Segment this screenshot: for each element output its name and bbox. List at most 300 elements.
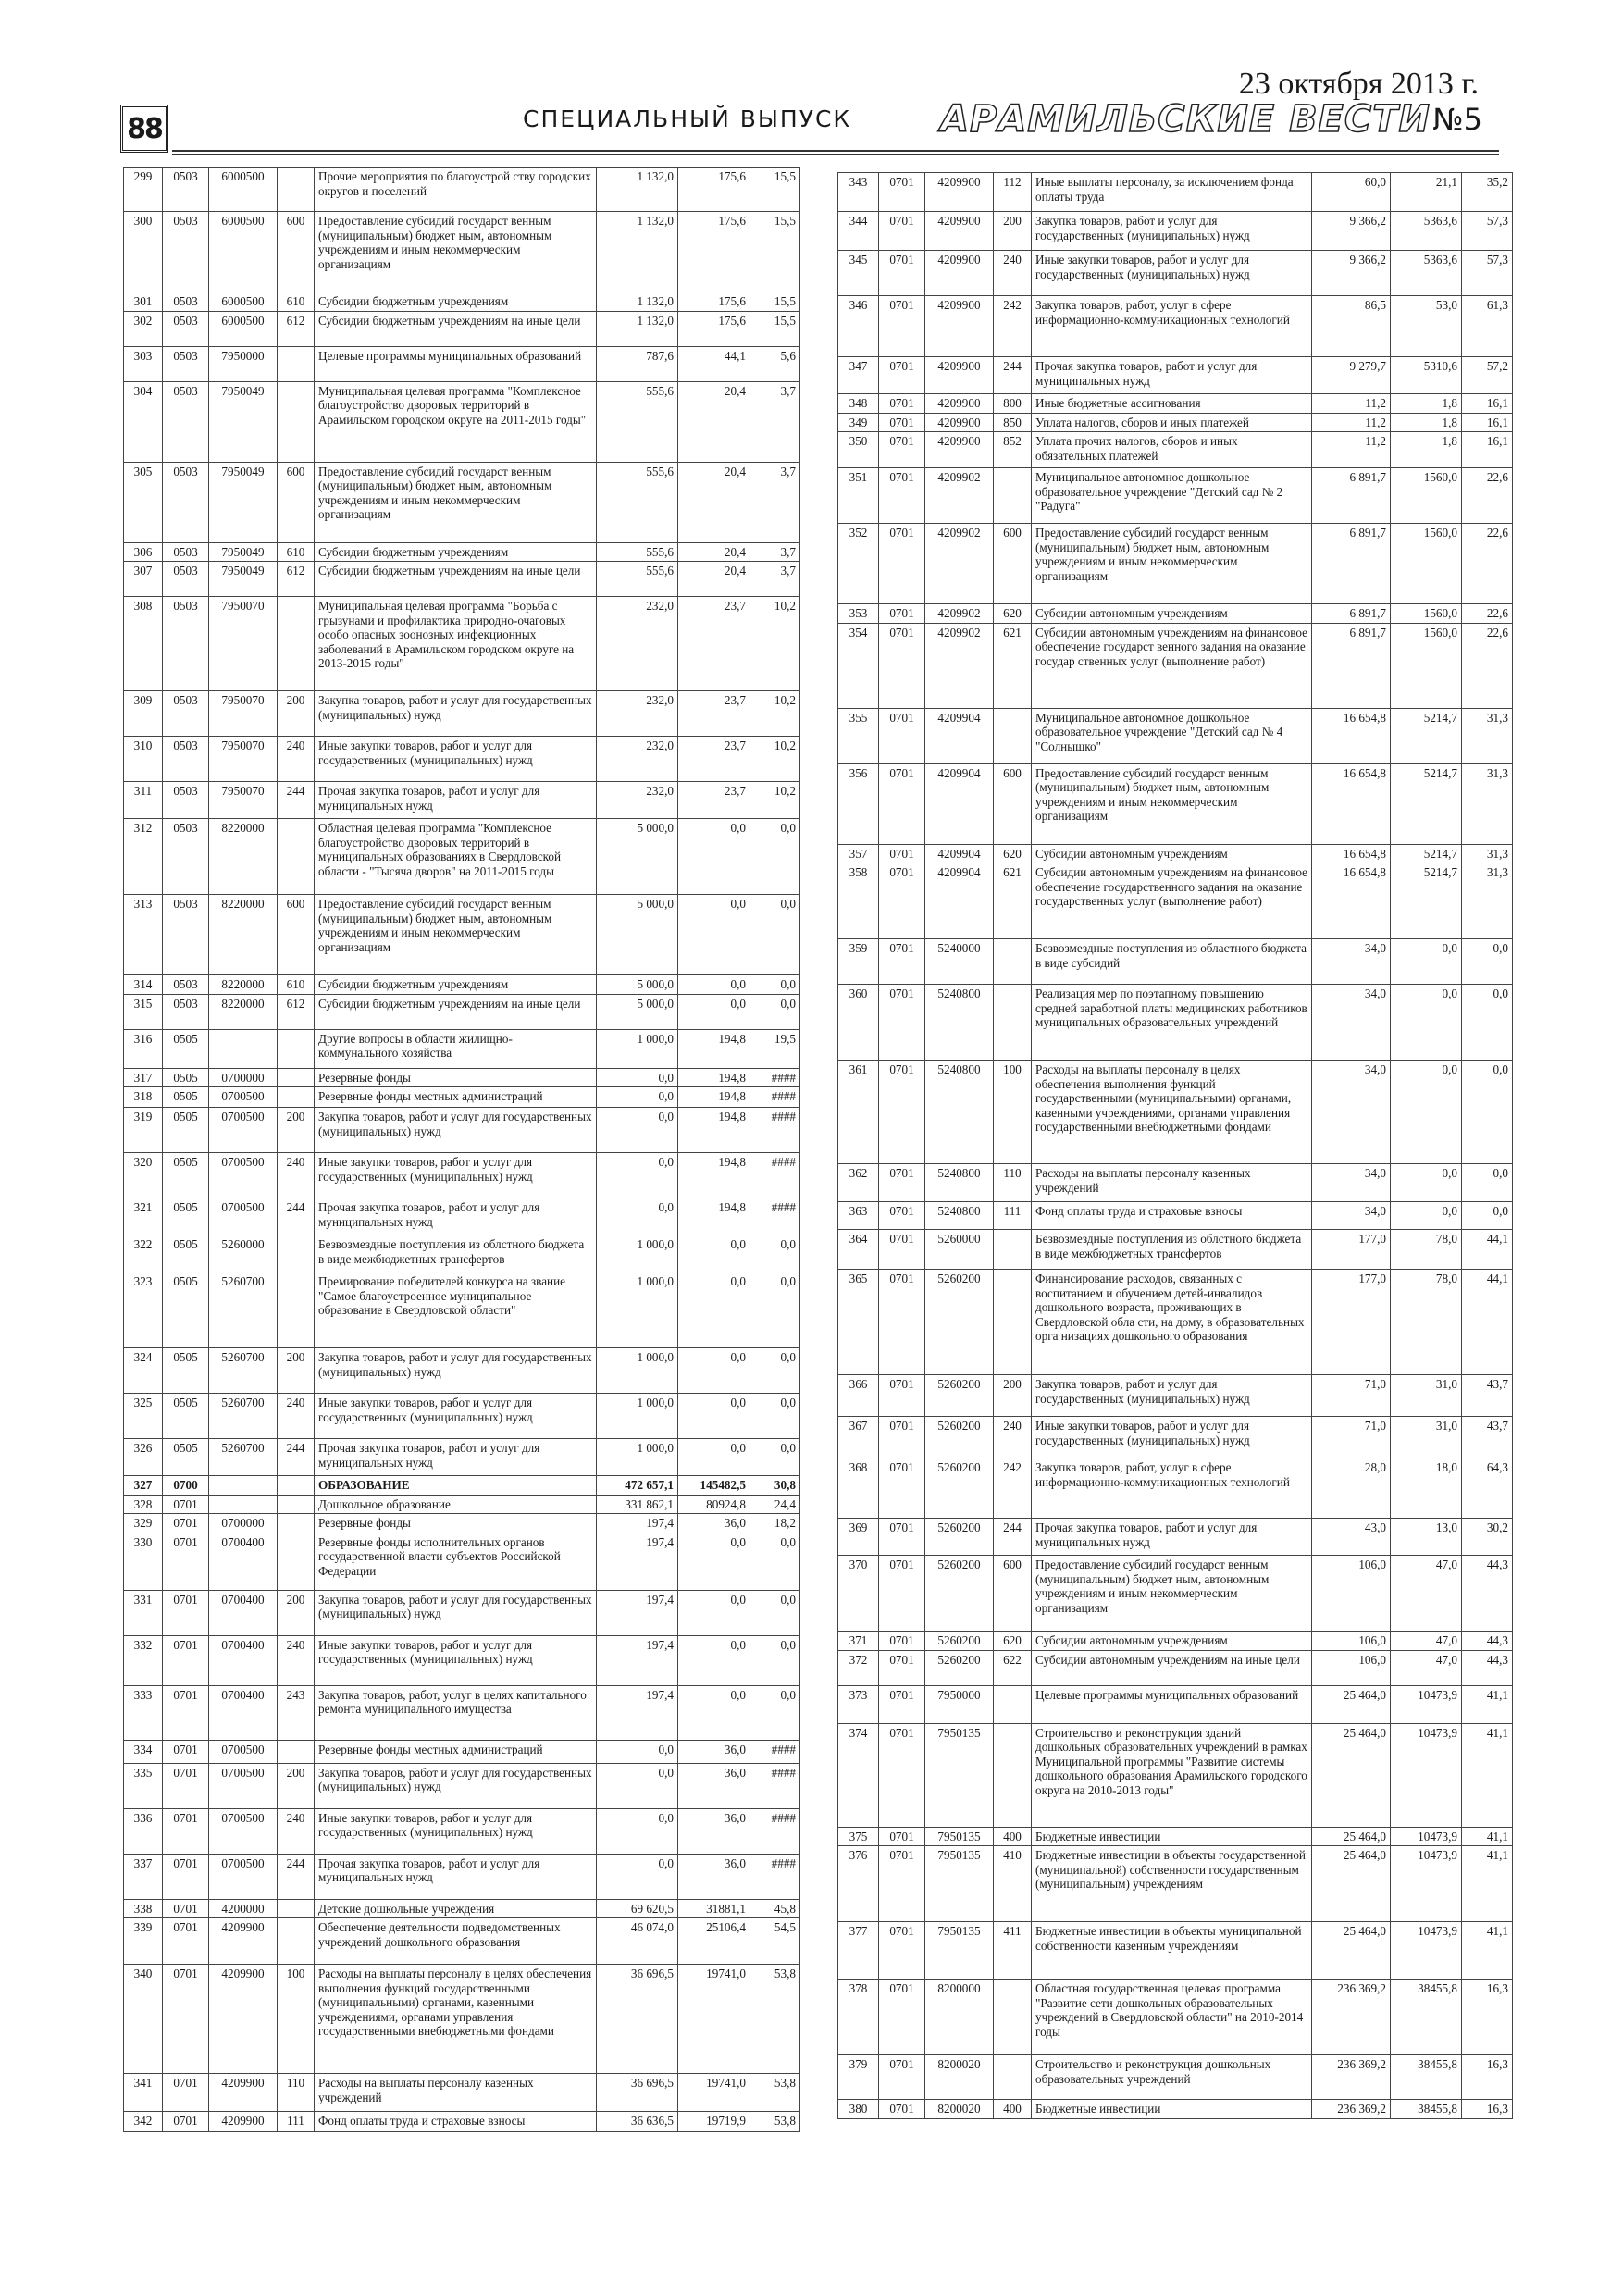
table-row — [124, 1348, 800, 1394]
table-row — [124, 1590, 800, 1635]
target-code — [209, 1029, 278, 1068]
table-row — [124, 542, 800, 562]
approved-amount: 5 000,0 — [597, 975, 678, 995]
row-number: 370 — [838, 1556, 879, 1632]
approved-amount: 5 000,0 — [597, 895, 678, 975]
target-code: 4209900 — [925, 394, 994, 414]
approved-amount: 34,0 — [1312, 1164, 1391, 1202]
row-number: 310 — [124, 737, 163, 782]
table-row — [838, 251, 1513, 296]
section-code: 0701 — [163, 1899, 209, 1918]
section-code: 0503 — [163, 212, 209, 292]
target-code: 7950049 — [209, 462, 278, 542]
executed-amount: 5214,7 — [1391, 708, 1462, 763]
row-number: 320 — [124, 1153, 163, 1198]
approved-amount: 0,0 — [597, 1740, 678, 1763]
approved-amount: 36 636,5 — [597, 2112, 678, 2132]
execution-percent: 44,3 — [1462, 1632, 1513, 1651]
executed-amount: 10473,9 — [1391, 1685, 1462, 1723]
table-row — [124, 1068, 800, 1087]
section-code: 0701 — [163, 1495, 209, 1514]
approved-amount: 0,0 — [597, 1854, 678, 1899]
target-code: 4209900 — [209, 1918, 278, 1965]
approved-amount: 331 862,1 — [597, 1495, 678, 1514]
approved-amount: 9 279,7 — [1312, 357, 1391, 394]
table-row — [838, 1723, 1513, 1827]
expense-type: 111 — [278, 2112, 315, 2132]
section-code: 0701 — [879, 1922, 925, 1980]
execution-percent: 31,3 — [1462, 863, 1513, 939]
execution-percent: 45,8 — [750, 1899, 800, 1918]
target-code: 5240800 — [925, 1061, 994, 1164]
table-row — [838, 2100, 1513, 2119]
expense-name: Целевые программы муниципальных образований — [315, 346, 597, 381]
target-code: 5260000 — [209, 1235, 278, 1272]
row-number: 314 — [124, 975, 163, 995]
section-code: 0701 — [163, 1918, 209, 1965]
approved-amount: 1 000,0 — [597, 1394, 678, 1439]
expense-type — [278, 1272, 315, 1348]
row-number: 329 — [124, 1514, 163, 1533]
row-number: 345 — [838, 251, 879, 296]
execution-percent: 61,3 — [1462, 296, 1513, 357]
execution-percent: 41,1 — [1462, 1922, 1513, 1980]
approved-amount: 177,0 — [1312, 1270, 1391, 1375]
expense-name: Субсидии автономным учреждениям на иные цели — [1032, 1650, 1312, 1685]
approved-amount: 9 366,2 — [1312, 251, 1391, 296]
expense-name: Иные закупки товаров, работ и услуг для государственных (муниципальных) нужд — [315, 1635, 597, 1685]
section-code: 0701 — [879, 1827, 925, 1846]
target-code: 5260000 — [925, 1230, 994, 1270]
row-number: 348 — [838, 394, 879, 414]
table-row — [124, 381, 800, 462]
executed-amount: 1,8 — [1391, 394, 1462, 414]
row-number: 322 — [124, 1235, 163, 1272]
section-code: 0701 — [879, 1556, 925, 1632]
row-number: 318 — [124, 1087, 163, 1108]
table-row — [838, 1202, 1513, 1230]
approved-amount: 1 132,0 — [597, 292, 678, 312]
execution-percent: 0,0 — [750, 1590, 800, 1635]
expense-name: Прочая закупка товаров, работ и услуг для муниципальных нужд — [315, 1439, 597, 1476]
executed-amount: 20,4 — [678, 381, 750, 462]
approved-amount: 197,4 — [597, 1590, 678, 1635]
section-code: 0701 — [879, 432, 925, 468]
target-code: 5260700 — [209, 1394, 278, 1439]
approved-amount: 236 369,2 — [1312, 2100, 1391, 2119]
execution-percent: 0,0 — [750, 895, 800, 975]
expense-type: 620 — [994, 844, 1032, 863]
section-code: 0701 — [879, 468, 925, 524]
target-code: 8220000 — [209, 975, 278, 995]
expense-name: Субсидии бюджетным учреждениям на иные цели — [315, 994, 597, 1029]
section-code: 0701 — [879, 708, 925, 763]
section-code: 0701 — [163, 1685, 209, 1740]
executed-amount: 36,0 — [678, 1763, 750, 1808]
approved-amount: 16 654,8 — [1312, 763, 1391, 844]
target-code: 7950070 — [209, 737, 278, 782]
section-code: 0503 — [163, 311, 209, 346]
expense-type: 620 — [994, 604, 1032, 624]
execution-percent: 0,0 — [1462, 1202, 1513, 1230]
executed-amount: 1,8 — [1391, 432, 1462, 468]
expense-name: Областная целевая программа "Комплексное благоустройство дворовых территорий в муниципальных образованиях в Свердловской области - "Тысяча дворов" на 2011-2015 годы — [315, 819, 597, 895]
execution-percent: 0,0 — [1462, 1164, 1513, 1202]
expense-name: Субсидии бюджетным учреждениям — [315, 292, 597, 312]
expense-type: 240 — [994, 251, 1032, 296]
row-number: 362 — [838, 1164, 879, 1202]
table-row — [124, 1029, 800, 1068]
expense-name: Строительство и реконструкция зданий дошкольных образовательных учреждений в рамках Муниципальной программы "Развитие системы дошкольного образования Арамильского городского округа на 2010-2013 годы" — [1032, 1723, 1312, 1827]
executed-amount: 5214,7 — [1391, 863, 1462, 939]
section-code: 0503 — [163, 819, 209, 895]
execution-percent: 0,0 — [1462, 939, 1513, 985]
expense-name: Резервные фонды исполнительных органов государственной власти субъектов Российской Федерации — [315, 1533, 597, 1590]
row-number: 357 — [838, 844, 879, 863]
approved-amount: 197,4 — [597, 1514, 678, 1533]
target-code: 8220000 — [209, 895, 278, 975]
approved-amount: 36 696,5 — [597, 2074, 678, 2112]
target-code: 5260200 — [925, 1556, 994, 1632]
execution-percent: 22,6 — [1462, 604, 1513, 624]
expense-name: Прочие мероприятия по благоустрой ству городских округов и поселений — [315, 168, 597, 212]
expense-type — [278, 597, 315, 691]
target-code: 5240800 — [925, 1164, 994, 1202]
row-number: 313 — [124, 895, 163, 975]
approved-amount: 69 620,5 — [597, 1899, 678, 1918]
section-code: 0505 — [163, 1348, 209, 1394]
execution-percent: 16,1 — [1462, 394, 1513, 414]
executed-amount: 0,0 — [678, 1348, 750, 1394]
executed-amount: 0,0 — [678, 1533, 750, 1590]
row-number: 379 — [838, 2055, 879, 2100]
execution-percent: 0,0 — [750, 1533, 800, 1590]
section-code: 0701 — [163, 1533, 209, 1590]
section-code: 0503 — [163, 597, 209, 691]
target-code: 4209900 — [925, 173, 994, 212]
section-code: 0503 — [163, 462, 209, 542]
expense-name: Муниципальная целевая программа "Борьба с грызунами и профилактика природно-очаговых особо опасных зоонозных инфекционных заболеваний в Арамильском городском округе на 2013-2015 годы" — [315, 597, 597, 691]
execution-percent: 64,3 — [1462, 1458, 1513, 1519]
execution-percent: 16,3 — [1462, 1980, 1513, 2055]
target-code: 8200020 — [925, 2055, 994, 2100]
row-number: 354 — [838, 623, 879, 708]
row-number: 325 — [124, 1394, 163, 1439]
table-row — [124, 597, 800, 691]
executed-amount: 175,6 — [678, 212, 750, 292]
execution-percent: 57,3 — [1462, 212, 1513, 251]
row-number: 372 — [838, 1650, 879, 1685]
approved-amount: 6 891,7 — [1312, 524, 1391, 604]
approved-amount: 197,4 — [597, 1685, 678, 1740]
section-code: 0505 — [163, 1153, 209, 1198]
target-code: 7950070 — [209, 782, 278, 819]
executed-amount: 1560,0 — [1391, 468, 1462, 524]
expense-name: Бюджетные инвестиции — [1032, 2100, 1312, 2119]
expense-name: Предоставление субсидий государст венным (муниципальным) бюджет ным, автономным учреждениям и иным некоммерческим организациям — [1032, 524, 1312, 604]
header-rule — [172, 150, 1499, 152]
execution-percent: #### — [750, 1854, 800, 1899]
executed-amount: 21,1 — [1391, 173, 1462, 212]
section-code: 0701 — [163, 1740, 209, 1763]
row-number: 358 — [838, 863, 879, 939]
execution-percent: 43,7 — [1462, 1417, 1513, 1458]
execution-percent: 0,0 — [750, 1235, 800, 1272]
row-number: 338 — [124, 1899, 163, 1918]
row-number: 350 — [838, 432, 879, 468]
expense-type: 400 — [994, 2100, 1032, 2119]
row-number: 368 — [838, 1458, 879, 1519]
executed-amount: 31881,1 — [678, 1899, 750, 1918]
table-row — [838, 939, 1513, 985]
expense-name: Иные закупки товаров, работ и услуг для государственных (муниципальных) нужд — [315, 1808, 597, 1854]
table-row — [124, 1272, 800, 1348]
expense-type: 200 — [278, 691, 315, 737]
target-code: 5260200 — [925, 1458, 994, 1519]
section-code: 0701 — [879, 2055, 925, 2100]
execution-percent: 15,5 — [750, 212, 800, 292]
approved-amount: 1 000,0 — [597, 1439, 678, 1476]
row-number: 352 — [838, 524, 879, 604]
approved-amount: 25 464,0 — [1312, 1685, 1391, 1723]
target-code: 0700400 — [209, 1685, 278, 1740]
execution-percent: 0,0 — [750, 1635, 800, 1685]
row-number: 359 — [838, 939, 879, 985]
target-code: 5260200 — [925, 1270, 994, 1375]
executed-amount: 0,0 — [1391, 1164, 1462, 1202]
executed-amount: 145482,5 — [678, 1476, 750, 1496]
section-code: 0701 — [879, 623, 925, 708]
section-title: СПЕЦИАЛЬНЫЙ ВЫПУСК — [523, 105, 852, 132]
approved-amount: 34,0 — [1312, 985, 1391, 1061]
executed-amount: 194,8 — [678, 1029, 750, 1068]
row-number: 327 — [124, 1476, 163, 1496]
target-code: 4209900 — [209, 1965, 278, 2074]
approved-amount: 197,4 — [597, 1533, 678, 1590]
target-code: 8200020 — [925, 2100, 994, 2119]
expense-name: Иные закупки товаров, работ и услуг для государственных (муниципальных) нужд — [1032, 1417, 1312, 1458]
target-code: 8220000 — [209, 994, 278, 1029]
row-number: 375 — [838, 1827, 879, 1846]
expense-type: 100 — [994, 1061, 1032, 1164]
executed-amount: 38455,8 — [1391, 1980, 1462, 2055]
target-code: 0700000 — [209, 1514, 278, 1533]
execution-percent: 53,8 — [750, 2112, 800, 2132]
table-row — [838, 708, 1513, 763]
execution-percent: 31,3 — [1462, 844, 1513, 863]
row-number: 361 — [838, 1061, 879, 1164]
expense-type: 110 — [994, 1164, 1032, 1202]
row-number: 355 — [838, 708, 879, 763]
expense-name: Закупка товаров, работ и услуг для государственных (муниципальных) нужд — [315, 1590, 597, 1635]
execution-percent: 16,1 — [1462, 432, 1513, 468]
table-row — [838, 863, 1513, 939]
row-number: 305 — [124, 462, 163, 542]
expense-type: 243 — [278, 1685, 315, 1740]
executed-amount: 5363,6 — [1391, 212, 1462, 251]
expense-name: Субсидии автономным учреждениям на финансовое обеспечение государственного задания на оказание государственных услуг (выполнение работ) — [1032, 863, 1312, 939]
execution-percent: 57,3 — [1462, 251, 1513, 296]
approved-amount: 34,0 — [1312, 1202, 1391, 1230]
expense-name: Безвозмездные поступления из облстного бюджета в виде межбюджетных трансфертов — [1032, 1230, 1312, 1270]
expense-name: Предоставление субсидий государст венным (муниципальным) бюджет ным, автономным учреждениям и иным некоммерческим организациям — [315, 212, 597, 292]
table-row — [838, 1650, 1513, 1685]
target-code — [209, 1476, 278, 1496]
expense-name: Субсидии бюджетным учреждениям — [315, 975, 597, 995]
expense-name: Резервные фонды — [315, 1514, 597, 1533]
section-code: 0503 — [163, 737, 209, 782]
table-row — [124, 1198, 800, 1235]
section-code: 0701 — [879, 251, 925, 296]
expense-name: Субсидии автономным учреждениям на финансовое обеспечение государст венного задания на оказание государ ственных услуг (выполнение работ) — [1032, 623, 1312, 708]
section-code: 0701 — [879, 1230, 925, 1270]
budget-table-left — [123, 167, 800, 2132]
section-code: 0701 — [879, 1723, 925, 1827]
executed-amount: 0,0 — [1391, 985, 1462, 1061]
table-row — [124, 462, 800, 542]
expense-name: Безвозмездные поступления из областного бюджета в виде субсидий — [1032, 939, 1312, 985]
approved-amount: 1 132,0 — [597, 212, 678, 292]
approved-amount: 9 366,2 — [1312, 212, 1391, 251]
table-row — [124, 975, 800, 995]
row-number: 364 — [838, 1230, 879, 1270]
approved-amount: 25 464,0 — [1312, 1922, 1391, 1980]
target-code: 5240000 — [925, 939, 994, 985]
execution-percent: 22,6 — [1462, 524, 1513, 604]
table-row — [124, 1533, 800, 1590]
section-code: 0701 — [163, 2112, 209, 2132]
execution-percent: 41,1 — [1462, 1685, 1513, 1723]
target-code: 0700500 — [209, 1153, 278, 1198]
section-code: 0503 — [163, 562, 209, 597]
section-code: 0505 — [163, 1235, 209, 1272]
table-row — [124, 2074, 800, 2112]
section-code: 0701 — [879, 863, 925, 939]
section-code: 0503 — [163, 292, 209, 312]
table-row — [838, 1061, 1513, 1164]
expense-name: Субсидии автономным учреждениям — [1032, 1632, 1312, 1651]
row-number: 351 — [838, 468, 879, 524]
executed-amount: 5310,6 — [1391, 357, 1462, 394]
executed-amount: 194,8 — [678, 1068, 750, 1087]
target-code: 4209900 — [925, 432, 994, 468]
target-code: 7950070 — [209, 691, 278, 737]
expense-name: Муниципальное автономное дошкольное образовательное учреждение "Детский сад № 4 "Солнышко" — [1032, 708, 1312, 763]
executed-amount: 10473,9 — [1391, 1723, 1462, 1827]
execution-percent: 10,2 — [750, 782, 800, 819]
approved-amount: 25 464,0 — [1312, 1846, 1391, 1922]
expense-name: Предоставление субсидий государст венным (муниципальным) бюджет ным, автономным учреждениям и иным некоммерческим организациям — [315, 462, 597, 542]
executed-amount: 5214,7 — [1391, 844, 1462, 863]
executed-amount: 0,0 — [678, 895, 750, 975]
expense-type: 240 — [278, 1153, 315, 1198]
expense-type: 240 — [278, 1808, 315, 1854]
table-row — [838, 2055, 1513, 2100]
executed-amount: 23,7 — [678, 597, 750, 691]
executed-amount: 10473,9 — [1391, 1846, 1462, 1922]
row-number: 316 — [124, 1029, 163, 1068]
target-code: 4209900 — [925, 413, 994, 432]
approved-amount: 472 657,1 — [597, 1476, 678, 1496]
approved-amount: 0,0 — [597, 1087, 678, 1108]
execution-percent: #### — [750, 1740, 800, 1763]
section-code: 0701 — [879, 2100, 925, 2119]
expense-type: 620 — [994, 1632, 1032, 1651]
row-number: 301 — [124, 292, 163, 312]
approved-amount: 106,0 — [1312, 1632, 1391, 1651]
table-row — [838, 394, 1513, 414]
expense-name: Областная государственная целевая программа "Развитие сети дошкольных образовательных учреждений в Свердловской области" на 2010-2014 годы — [1032, 1980, 1312, 2055]
table-row — [838, 763, 1513, 844]
section-code: 0503 — [163, 782, 209, 819]
section-code: 0701 — [879, 985, 925, 1061]
target-code: 4209900 — [925, 251, 994, 296]
approved-amount: 0,0 — [597, 1108, 678, 1153]
executed-amount: 36,0 — [678, 1854, 750, 1899]
row-number: 333 — [124, 1685, 163, 1740]
section-code: 0701 — [879, 1846, 925, 1922]
table-row — [838, 1922, 1513, 1980]
expense-type — [278, 381, 315, 462]
execution-percent: 5,6 — [750, 346, 800, 381]
execution-percent: 43,7 — [1462, 1375, 1513, 1417]
table-row — [124, 1899, 800, 1918]
expense-name: Закупка товаров, работ и услуг для государственных (муниципальных) нужд — [315, 1763, 597, 1808]
expense-type — [994, 1723, 1032, 1827]
executed-amount: 0,0 — [678, 819, 750, 895]
section-code: 0701 — [879, 1061, 925, 1164]
row-number: 328 — [124, 1495, 163, 1514]
executed-amount: 0,0 — [678, 994, 750, 1029]
row-number: 336 — [124, 1808, 163, 1854]
target-code: 4209904 — [925, 708, 994, 763]
executed-amount: 194,8 — [678, 1108, 750, 1153]
executed-amount: 19741,0 — [678, 1965, 750, 2074]
table-row — [124, 1635, 800, 1685]
section-code: 0503 — [163, 691, 209, 737]
approved-amount: 6 891,7 — [1312, 604, 1391, 624]
expense-type — [278, 1533, 315, 1590]
table-row — [838, 212, 1513, 251]
expense-name: Субсидии бюджетным учреждениям — [315, 542, 597, 562]
expense-name: Бюджетные инвестиции в объекты государственной (муниципальной) собственности государственным (муниципальным) учреждениям — [1032, 1846, 1312, 1922]
section-code: 0503 — [163, 542, 209, 562]
expense-type — [278, 1029, 315, 1068]
expense-name: Резервные фонды местных администраций — [315, 1740, 597, 1763]
expense-type: 600 — [278, 212, 315, 292]
table-row — [838, 1846, 1513, 1922]
target-code: 0700400 — [209, 1533, 278, 1590]
expense-name: Расходы на выплаты персоналу в целях обеспечения выполнения функций государственными (муниципальными) органами, казенными учреждениями, органами управления государственными внебюджетными фондами — [1032, 1061, 1312, 1164]
execution-percent: #### — [750, 1108, 800, 1153]
execution-percent: 22,6 — [1462, 623, 1513, 708]
table-row — [124, 782, 800, 819]
execution-percent: 30,8 — [750, 1476, 800, 1496]
expense-name: Прочая закупка товаров, работ и услуг для муниципальных нужд — [315, 1854, 597, 1899]
execution-percent: 31,3 — [1462, 763, 1513, 844]
section-code: 0701 — [879, 394, 925, 414]
execution-percent: 31,3 — [1462, 708, 1513, 763]
row-number: 353 — [838, 604, 879, 624]
expense-type — [994, 468, 1032, 524]
expense-name: Резервные фонды — [315, 1068, 597, 1087]
executed-amount: 10473,9 — [1391, 1827, 1462, 1846]
executed-amount: 36,0 — [678, 1740, 750, 1763]
expense-name: Закупка товаров, работ, услуг в сфере информационно-коммуникационных технологий — [1032, 296, 1312, 357]
expense-name: Резервные фонды местных администраций — [315, 1087, 597, 1108]
executed-amount: 36,0 — [678, 1808, 750, 1854]
row-number: 347 — [838, 357, 879, 394]
